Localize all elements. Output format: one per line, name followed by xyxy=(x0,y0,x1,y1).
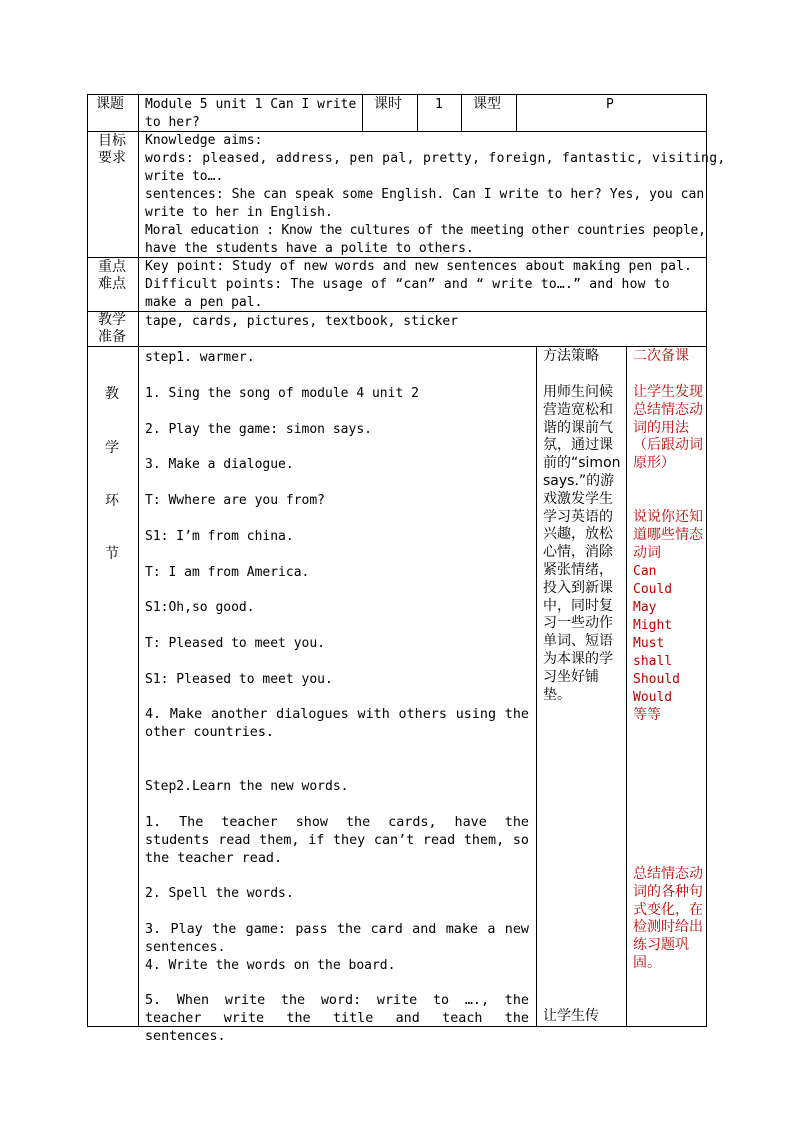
step-item: 4. Write the words on the board. xyxy=(145,958,396,973)
dialogue-line: T: Wwhere are you from? xyxy=(145,493,326,508)
method-bottom: 让学生传 xyxy=(543,1008,599,1024)
modal-verb: Can xyxy=(633,564,657,579)
dialogue-line: T: Pleased to meet you. xyxy=(145,636,326,651)
step-item: 2. Spell the words. xyxy=(145,886,294,901)
step-item: 1. Sing the song of module 4 unit 2 xyxy=(145,386,419,401)
modal-verb: Would xyxy=(633,690,673,705)
key-points-label: 重点 难点 xyxy=(98,259,126,292)
second-prep-header: 二次备课 xyxy=(633,348,689,364)
step-item: 1. The teacher show the cards, have the students read them, if they can’t read them, so the teacher read. xyxy=(145,815,529,866)
dialogue-line: S1: Pleased to meet you. xyxy=(145,672,333,687)
preparation-label: 教学 准备 xyxy=(98,312,126,345)
topic-value-line1: Module 5 unit 1 Can I write xyxy=(145,97,357,112)
step-heading: step1. warmer. xyxy=(145,350,255,365)
dialogue-line: S1:Oh,so good. xyxy=(145,600,255,615)
aims-line: words: pleased, address, pen pal, pretty, foreign, fantastic, visiting, xyxy=(145,151,726,166)
aims-line: write to her in English. xyxy=(145,205,333,220)
step-item: 5. When write the word: write to …., the teacher write the title and teach the sentences. xyxy=(145,993,529,1044)
process-label-char: 教 xyxy=(105,386,119,402)
process-label-char: 环 xyxy=(105,493,119,509)
aims-line: sentences: She can speak some English. Can I write to her? Yes, you can xyxy=(145,187,705,202)
period-value: 1 xyxy=(435,97,443,112)
process-label-char: 节 xyxy=(105,546,119,562)
preparation-value: tape, cards, pictures, textbook, sticker xyxy=(145,314,459,329)
modal-verb: May xyxy=(633,600,657,615)
process-label-char: 学 xyxy=(105,440,119,456)
type-label: 课型 xyxy=(473,96,501,112)
second-prep-note: 说说你还知道哪些情态动词 xyxy=(633,509,703,561)
modal-verb: Should xyxy=(633,672,680,687)
topic-label: 课题 xyxy=(96,96,124,112)
modal-verb: Must xyxy=(633,636,665,651)
dialogue-line: S1: I’m from china. xyxy=(145,529,294,544)
modal-verb: shall xyxy=(633,654,673,669)
step-item: 4. Make another dialogues with others using the other countries. xyxy=(145,707,529,740)
period-label: 课时 xyxy=(374,96,402,112)
modal-verb-list xyxy=(633,563,680,707)
difficult-point-line: Difficult points: The usage of “can” and “ write to….” and how to xyxy=(145,277,670,292)
aims-line: Knowledge aims: xyxy=(145,133,263,148)
second-prep-note: 让学生发现总结情态动词的用法（后跟动词原形） xyxy=(633,384,703,472)
step-item: 3. Make a dialogue. xyxy=(145,457,294,472)
topic-value-line2: to her? xyxy=(145,115,200,130)
key-point-line: Key point: Study of new words and new sentences about making pen pal. xyxy=(145,259,692,274)
step-heading: Step2.Learn the new words. xyxy=(145,779,349,794)
aims-line: have the students have a polite to others. xyxy=(145,241,474,256)
aims-label: 目标 要求 xyxy=(98,133,126,166)
dialogue-line: T: I am from America. xyxy=(145,565,310,580)
method-header: 方法策略 xyxy=(543,348,599,364)
type-value: P xyxy=(606,97,614,112)
modal-verb: Could xyxy=(633,582,673,597)
step-item: 3. Play the game: pass the card and make a new sentences. xyxy=(145,922,529,955)
second-prep-note: 总结情态动词的各种句式变化，在检测时给出练习题巩固。 xyxy=(633,866,703,971)
difficult-point-line: make a pen pal. xyxy=(145,295,263,310)
method-text: 用师生问候营造宽松和谐的课前气氛，通过课前的“simon says.”的游戏激发学生学习英语的兴趣，放松心情，消除紧张情绪，投入到新课中，同时复习一些动作单词、短语为本课的学习坐好铺垫。 xyxy=(543,384,621,703)
step-item: 2. Play the game: simon says. xyxy=(145,422,372,437)
aims-line: Moral education : Know the cultures of the meeting other countries people, xyxy=(145,223,706,238)
modal-tail: 等等 xyxy=(633,707,661,723)
aims-line: write to…. xyxy=(145,169,224,184)
modal-verb: Might xyxy=(633,618,673,633)
